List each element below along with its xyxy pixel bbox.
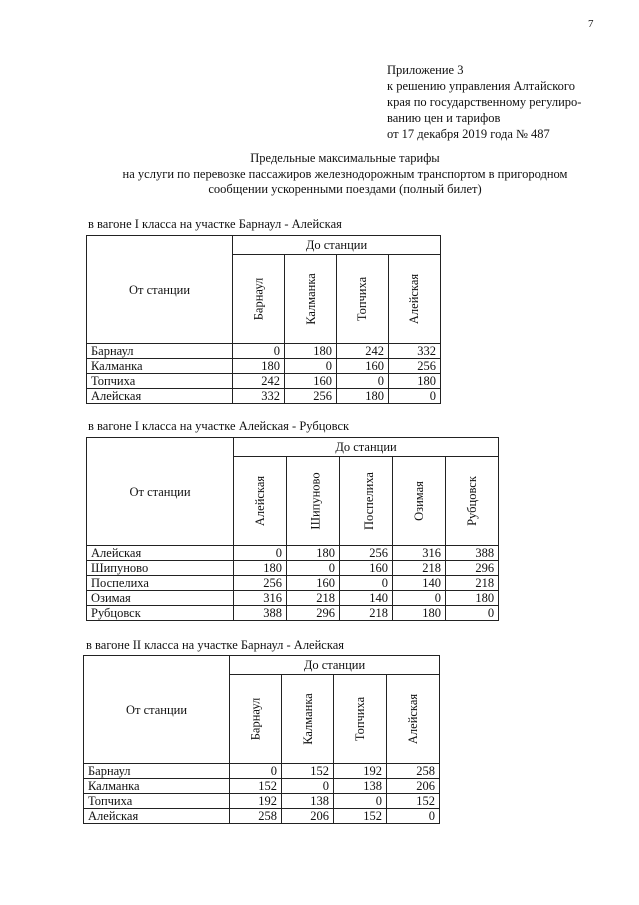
fare-cell: 0 [230, 764, 282, 779]
fare-cell: 332 [233, 389, 285, 404]
column-header: Калманка [282, 675, 334, 764]
table-row [87, 591, 499, 606]
table-row [84, 809, 440, 824]
fare-cell: 180 [389, 374, 441, 389]
column-header: Алейская [389, 255, 441, 344]
fare-cell: 160 [337, 359, 389, 374]
fare-cell: 388 [446, 546, 499, 561]
fare-cell: 206 [282, 809, 334, 824]
fare-cell: 180 [393, 606, 446, 621]
fare-cell: 0 [393, 591, 446, 606]
fare-cell: 206 [387, 779, 440, 794]
row-station: Топчиха [87, 374, 233, 389]
table-caption: в вагоне I класса на участке Барнаул - Алейская [88, 217, 342, 231]
to-station-header: До станции [233, 236, 441, 255]
table-row [87, 359, 441, 374]
fare-cell: 316 [234, 591, 287, 606]
fare-cell: 218 [446, 576, 499, 591]
fare-cell: 256 [340, 546, 393, 561]
fare-cell: 160 [287, 576, 340, 591]
table-row [87, 546, 499, 561]
heading-line: Предельные максимальные тарифы [250, 151, 440, 165]
fare-cell: 0 [387, 809, 440, 824]
fare-cell: 0 [233, 344, 285, 359]
row-station: Калманка [84, 779, 230, 794]
table-row [87, 344, 441, 359]
fare-cell: 152 [230, 779, 282, 794]
fare-cell: 258 [387, 764, 440, 779]
fare-cell: 0 [334, 794, 387, 809]
fare-cell: 0 [337, 374, 389, 389]
fare-cell: 0 [389, 389, 441, 404]
appendix-line: к решению управления Алтайского [387, 79, 575, 93]
table-caption: в вагоне I класса на участке Алейская - Рубцовск [88, 419, 350, 433]
column-header: Поспелиха [340, 457, 393, 546]
row-station: Озимая [87, 591, 234, 606]
to-station-header: До станции [234, 438, 499, 457]
heading-line: на услуги по перевозке пассажиров железнодорожным транспортом в пригородном [122, 166, 568, 181]
column-header: Шипуново [287, 457, 340, 546]
column-header: Барнаул [230, 675, 282, 764]
fare-cell: 192 [230, 794, 282, 809]
fare-cell: 180 [234, 561, 287, 576]
column-header: Озимая [393, 457, 446, 546]
fare-cell: 0 [446, 606, 499, 621]
row-station: Топчиха [84, 794, 230, 809]
heading-line: сообщении ускоренными поездами (полный билет) [208, 182, 482, 196]
column-header: Алейская [234, 457, 287, 546]
fare-cell: 0 [234, 546, 287, 561]
fare-cell: 218 [287, 591, 340, 606]
fare-cell: 218 [340, 606, 393, 621]
row-station: Калманка [87, 359, 233, 374]
tariff-table-1 [86, 235, 441, 404]
row-station: Барнаул [84, 764, 230, 779]
table-row [87, 374, 441, 389]
fare-cell: 256 [389, 359, 441, 374]
row-station: Алейская [84, 809, 230, 824]
row-station: Шипуново [87, 561, 234, 576]
fare-cell: 180 [285, 344, 337, 359]
fare-cell: 0 [285, 359, 337, 374]
table-row [87, 576, 499, 591]
from-station-header: От станции [87, 438, 234, 546]
fare-cell: 152 [387, 794, 440, 809]
from-station-header: От станции [84, 656, 230, 764]
fare-cell: 316 [393, 546, 446, 561]
row-station: Алейская [87, 546, 234, 561]
fare-cell: 256 [234, 576, 287, 591]
fare-cell: 152 [334, 809, 387, 824]
fare-cell: 152 [282, 764, 334, 779]
tariff-table-3 [83, 655, 440, 824]
appendix-line: Приложение 3 [387, 63, 464, 77]
document-heading [60, 151, 630, 198]
fare-cell: 180 [446, 591, 499, 606]
page-number: 7 [588, 18, 594, 30]
column-header: Алейская [387, 675, 440, 764]
fare-cell: 0 [287, 561, 340, 576]
row-station: Поспелиха [87, 576, 234, 591]
fare-cell: 180 [337, 389, 389, 404]
fare-cell: 332 [389, 344, 441, 359]
fare-cell: 242 [233, 374, 285, 389]
appendix-line: ванию цен и тарифов [387, 111, 501, 125]
table-row [87, 606, 499, 621]
fare-cell: 138 [334, 779, 387, 794]
appendix-block [387, 62, 581, 142]
table-row [87, 561, 499, 576]
table-caption: в вагоне II класса на участке Барнаул - Алейская [86, 638, 345, 652]
row-station: Рубцовск [87, 606, 234, 621]
appendix-line: от 17 декабря 2019 года № 487 [387, 127, 550, 141]
row-station: Барнаул [87, 344, 233, 359]
fare-cell: 192 [334, 764, 387, 779]
column-header: Барнаул [233, 255, 285, 344]
table-row [84, 794, 440, 809]
fare-cell: 296 [446, 561, 499, 576]
table-row [84, 779, 440, 794]
tariff-table-2 [86, 437, 499, 621]
fare-cell: 258 [230, 809, 282, 824]
fare-cell: 218 [393, 561, 446, 576]
fare-cell: 140 [340, 591, 393, 606]
column-header: Топчиха [334, 675, 387, 764]
fare-cell: 138 [282, 794, 334, 809]
row-station: Алейская [87, 389, 233, 404]
fare-cell: 180 [287, 546, 340, 561]
column-header: Топчиха [337, 255, 389, 344]
table-row [84, 764, 440, 779]
fare-cell: 388 [234, 606, 287, 621]
fare-cell: 160 [340, 561, 393, 576]
fare-cell: 0 [282, 779, 334, 794]
to-station-header: До станции [230, 656, 440, 675]
table-row [87, 389, 441, 404]
fare-cell: 296 [287, 606, 340, 621]
fare-cell: 140 [393, 576, 446, 591]
fare-cell: 180 [233, 359, 285, 374]
appendix-line: края по государственному регулиро- [387, 95, 582, 109]
column-header: Калманка [285, 255, 337, 344]
fare-cell: 0 [340, 576, 393, 591]
column-header: Рубцовск [446, 457, 499, 546]
fare-cell: 256 [285, 389, 337, 404]
fare-cell: 242 [337, 344, 389, 359]
fare-cell: 160 [285, 374, 337, 389]
from-station-header: От станции [87, 236, 233, 344]
